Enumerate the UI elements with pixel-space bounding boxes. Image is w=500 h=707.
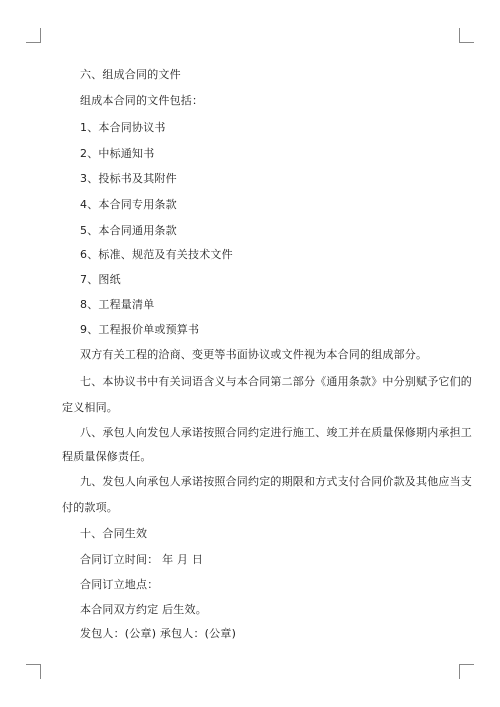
paragraph: 组成本合同的文件包括： — [80, 94, 204, 107]
paragraph-continuation: 定义相同。 — [62, 401, 118, 414]
paragraph-continuation: 付的款项。 — [62, 501, 118, 514]
paragraph: 双方有关工程的洽商、变更等书面协议或文件视为本合同的组成部分。 — [80, 348, 428, 361]
crop-mark-top-right — [459, 28, 474, 43]
list-item: 2、中标通知书 — [80, 147, 155, 160]
list-item: 9、工程报价单或预算书 — [80, 323, 200, 336]
paragraph: 八、承包人向发包人承诺按照合同约定进行施工、竣工并在质量保修期内承担工 — [80, 426, 472, 439]
list-item: 4、本合同专用条款 — [80, 198, 177, 211]
paragraph: 合同订立地点： — [80, 578, 159, 591]
signature-line: 发包人：(公章) 承包人：(公章) — [80, 627, 237, 640]
paragraph: 本合同双方约定 后生效。 — [80, 603, 207, 616]
list-item: 5、本合同通用条款 — [80, 224, 177, 237]
paragraph: 合同订立时间： 年 月 日 — [80, 553, 204, 566]
list-item: 1、本合同协议书 — [80, 121, 166, 134]
crop-mark-bottom-left — [26, 664, 41, 679]
section-heading: 六、组成合同的文件 — [80, 68, 181, 81]
paragraph: 九、发包人向承包人承诺按照合同约定的期限和方式支付合同价款及其他应当支 — [80, 475, 472, 488]
list-item: 3、投标书及其附件 — [80, 172, 177, 185]
crop-mark-top-left — [26, 28, 41, 43]
list-item: 6、标准、规范及有关技术文件 — [80, 248, 233, 261]
list-item: 7、图纸 — [80, 273, 121, 286]
list-item: 8、工程量清单 — [80, 298, 155, 311]
paragraph: 七、本协议书中有关词语含义与本合同第二部分《通用条款》中分别赋予它们的 — [80, 375, 472, 388]
paragraph-continuation: 程质量保修责任。 — [62, 450, 152, 463]
crop-mark-bottom-right — [459, 664, 474, 679]
section-heading: 十、合同生效 — [80, 527, 148, 540]
